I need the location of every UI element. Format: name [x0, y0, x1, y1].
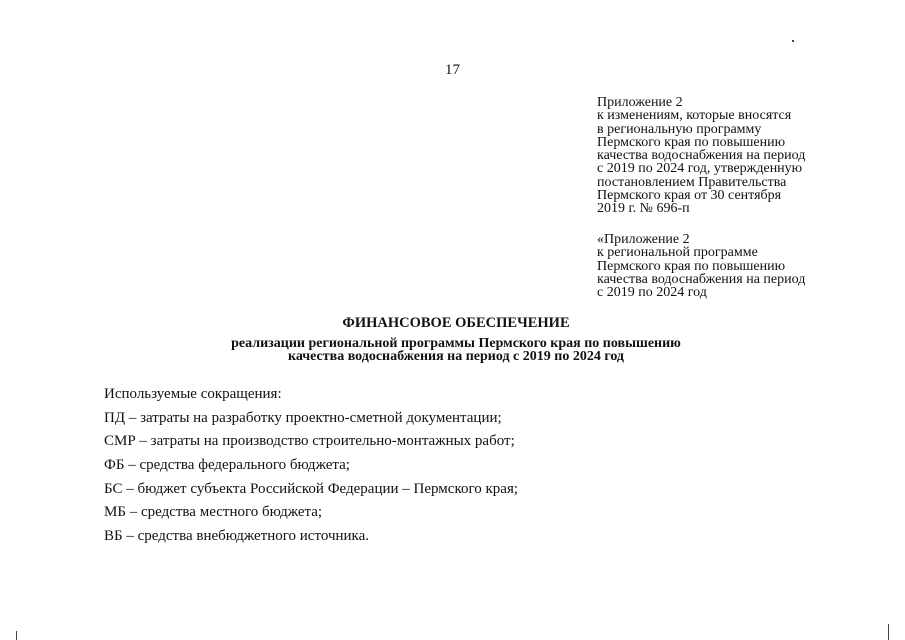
- abbreviation-item: СМР – затраты на производство строительно-монтажных работ;: [104, 433, 515, 450]
- scan-speck: [16, 631, 17, 640]
- abbreviation-item: ВБ – средства внебюджетного источника.: [104, 528, 370, 545]
- appendix-program-line: качества водоснабжения на период: [597, 271, 806, 287]
- scan-speck: [792, 40, 794, 42]
- appendix-change-line: к изменениям, которые вносятся: [597, 108, 792, 124]
- appendix-change-line: Пермского края от 30 сентября: [597, 188, 782, 204]
- subtitle-line: качества водоснабжения на период с 2019 по 2024 год: [287, 349, 625, 364]
- appendix-change-line: качества водоснабжения на период: [597, 148, 806, 164]
- abbreviation-item: МБ – средства местного бюджета;: [104, 504, 323, 521]
- abbreviation-item: БС – бюджет субъекта Российской Федерации – Пермского края;: [104, 480, 519, 497]
- subtitle-line: реализации региональной программы Пермского края по повышению: [231, 336, 681, 351]
- document-title: ФИНАНСОВОЕ ОБЕСПЕЧЕНИЕ: [342, 315, 570, 331]
- document-subtitle: [0, 337, 905, 363]
- page-number: 17: [445, 62, 460, 78]
- appendix-change-block: [597, 96, 897, 216]
- appendix-program-line: с 2019 по 2024 год: [597, 285, 707, 301]
- abbreviations-list: [104, 383, 518, 549]
- abbreviation-item: ПД – затраты на разработку проектно-сметной документации;: [104, 409, 502, 426]
- appendix-program-line: Пермского края по повышению: [597, 258, 786, 274]
- appendix-program-line: к региональной программе: [597, 245, 758, 261]
- appendix-change-line: постановлением Правительства: [597, 174, 787, 190]
- scan-speck: [888, 624, 889, 640]
- appendix-program-block: [597, 233, 897, 299]
- abbreviations-intro: Используемые сокращения:: [104, 386, 282, 402]
- appendix-change-line: Приложение 2: [597, 95, 683, 110]
- appendix-change-line: Пермского края по повышению: [597, 134, 786, 150]
- abbreviation-item: ФБ – средства федерального бюджета;: [104, 457, 350, 474]
- appendix-change-line: в региональную программу: [597, 121, 762, 137]
- appendix-change-line: 2019 г. № 696-п: [597, 201, 690, 217]
- appendix-program-line: «Приложение 2: [597, 232, 690, 247]
- appendix-change-line: с 2019 по 2024 год, утвержденную: [597, 161, 803, 177]
